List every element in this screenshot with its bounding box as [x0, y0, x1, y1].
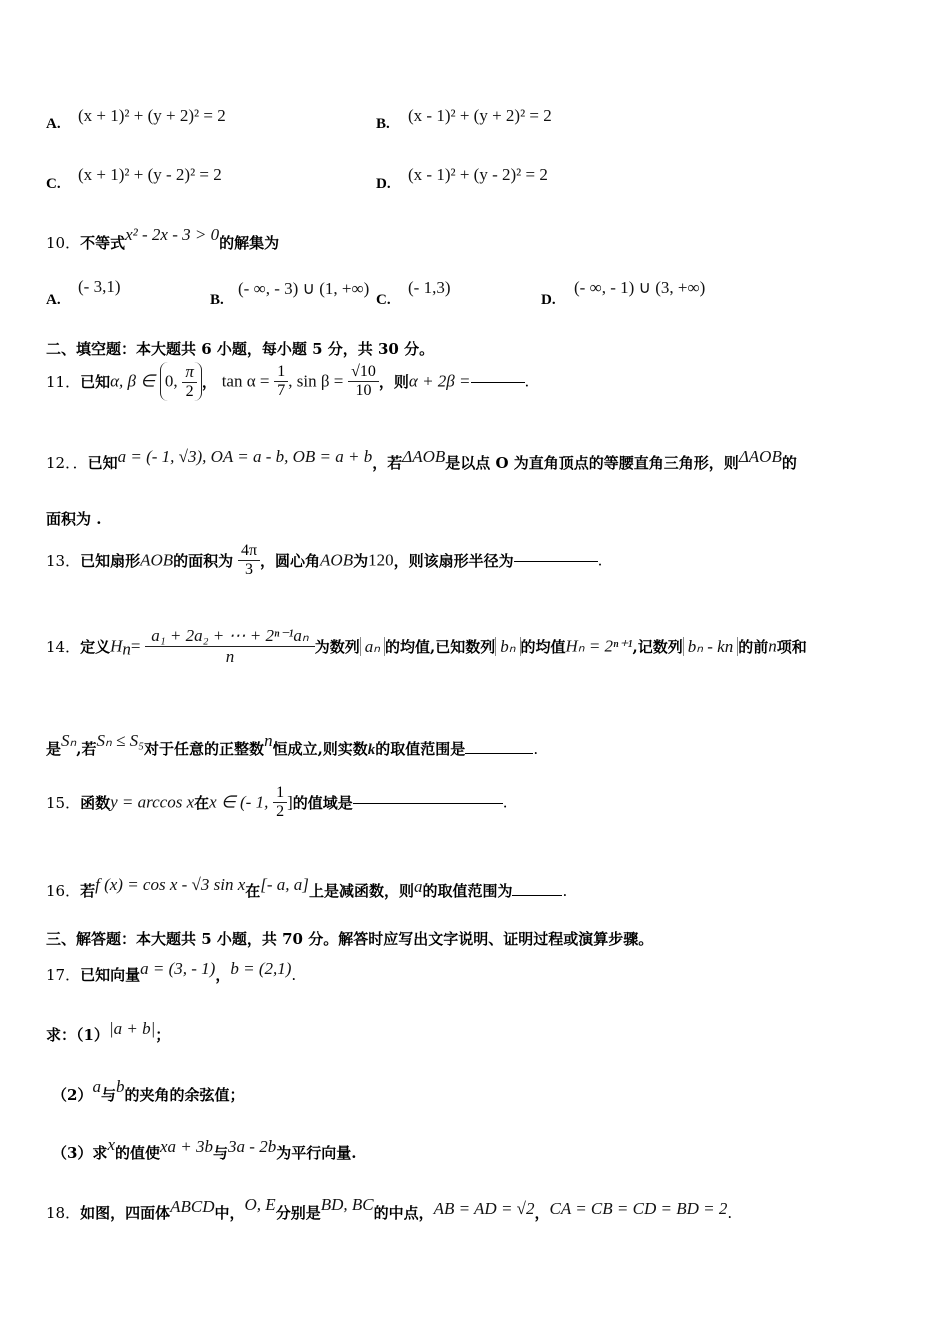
q14-h: H [110, 636, 123, 656]
q14-n: n [768, 636, 777, 656]
q15-answer-blank[interactable] [353, 802, 503, 804]
q12-line-2: 面积为 . [46, 510, 102, 528]
q17-p3-x: x [107, 1135, 115, 1154]
q11-one-seventh: $\frac{1}{7}$ [274, 363, 288, 400]
q16-end: . [562, 882, 568, 900]
q14-line-2 [46, 731, 539, 759]
q13-end: . [597, 551, 603, 570]
q14-t2: 的均值,已知数列 [385, 638, 496, 656]
q11-expression: α + 2β = [408, 371, 471, 391]
q9-option-b-expr: (x - 1)² + (y + 2)² = 2 [408, 106, 552, 125]
q11-number: 11． [46, 373, 81, 391]
q14-line2-c: 对于任意的正整数 [144, 740, 265, 758]
q10-option-b-label: B. [210, 292, 224, 308]
q17-p2-b: b [115, 1077, 125, 1096]
q11-answer-blank[interactable] [471, 381, 525, 383]
q12-mid2: 是以点 O 为直角顶点的等腰直角三角形，则 [445, 454, 739, 472]
q13-stem [46, 542, 602, 579]
q14-h-subscript: n [122, 639, 131, 659]
q17-vector-b: b = (2,1) [230, 959, 292, 978]
q9-option-c-label: C. [46, 176, 61, 192]
q10-tail: 的解集为 [219, 234, 280, 252]
q14-sn: Sₙ [61, 731, 77, 750]
q18-eq-2: CA = CB = CD = BD = 2 [549, 1199, 728, 1218]
q16-function: f (x) = cos x - √3 sin x [95, 875, 246, 894]
q17-p2-with: 与 [100, 1086, 116, 1104]
q17-p1-expr: |a + b| [108, 1019, 156, 1038]
q18-eq-1: AB = AD = √2 [433, 1199, 535, 1218]
q15-at: 在 [194, 794, 210, 812]
q11-end: . [524, 372, 530, 391]
q17-vector-a: a = (3, - 1) [140, 959, 216, 978]
q10-option-a-expr: (- 3,1) [78, 277, 121, 296]
q14-inequality: Sₙ ≤ S₅ [96, 731, 145, 750]
q17-p1-end: ； [155, 1026, 171, 1044]
q14-line2-a: 是 [46, 740, 62, 758]
q14-number: 14． [46, 638, 81, 656]
q11-lead: 已知 [80, 373, 111, 391]
q16-answer-blank[interactable] [512, 894, 562, 896]
q13-aob-2: AOB [320, 550, 354, 570]
q13-aob-1: AOB [140, 550, 174, 570]
q14-lead: 定义 [80, 638, 111, 656]
q18-resp: 分别是 [275, 1204, 321, 1222]
q12-triangle-2: ΔAOB [738, 447, 782, 466]
q11-interval-start: 0, [164, 371, 178, 391]
q11-stem [46, 362, 529, 401]
q10-option-d-expr: (- ∞, - 1) ∪ (3, +∞) [574, 278, 706, 297]
q17-lead: 已知向量 [80, 966, 141, 984]
q9-option-d-expr: (x - 1)² + (y - 2)² = 2 [408, 165, 548, 184]
q9-option-d-label: D. [376, 176, 391, 192]
q14-equals: = [130, 636, 141, 656]
q10-option-a-label: A. [46, 292, 61, 308]
q17-p2-a: a [92, 1077, 101, 1096]
q14-definition-fraction: $\frac{\text{a₁ + 2a₂ + ⋯ + 2ⁿ⁻¹aₙ}}{n}$ [145, 626, 314, 667]
q9-option-b-label: B. [376, 116, 390, 132]
q18-abcd: ABCD [170, 1197, 215, 1216]
q11-then: ，则 [378, 373, 409, 391]
q14-t3: 的均值 [520, 638, 566, 656]
q14-t5: 的前 [738, 638, 769, 656]
q16-a: a [413, 877, 423, 896]
q9-option-c-expr: (x + 1)² + (y - 2)² = 2 [78, 165, 222, 184]
q16-lead: 若 [80, 882, 96, 900]
q13-four-pi-over-three: $\frac{4\pi}{3}$ [238, 542, 260, 579]
q18-midpoint: 的中点， [373, 1204, 434, 1222]
q10-number: 10． [46, 234, 81, 252]
q17-p2-tail: 的夹角的余弦值； [124, 1086, 245, 1104]
q18-mid: 中， [214, 1204, 245, 1222]
q12-triangle-1: ΔAOB [402, 447, 446, 466]
q17-end: . [291, 966, 297, 984]
q11-comma: ， [201, 373, 217, 391]
q15-function: y = arccos x [110, 792, 195, 812]
q15-stem [46, 784, 508, 821]
q13-area: 的面积为 [173, 552, 234, 570]
q14-stem [46, 626, 807, 667]
q16-tail-2: 的取值范围为 [422, 882, 513, 900]
q16-stem [46, 875, 568, 901]
q16-number: 16． [46, 882, 81, 900]
q18-lead: 如图，四面体 [80, 1204, 171, 1222]
q11-tan: tan α = [221, 371, 270, 391]
q13-number: 13． [46, 552, 81, 570]
q14-line2-d: 恒成立,则实数 [272, 740, 368, 758]
q13-lead: 已知扇形 [80, 552, 141, 570]
q16-at: 在 [245, 882, 261, 900]
q14-end: . [533, 740, 539, 758]
q17-p3-expr-2: 3a - 2b [228, 1137, 277, 1156]
section-2-heading: 二、填空题：本大题共 6 小题，每小题 5 分，共 30 分。 [46, 340, 435, 358]
q14-seq-a: aₙ [360, 637, 385, 656]
q10-lead: 不等式 [80, 234, 126, 252]
q15-domain: x ∈ (- 1, [209, 792, 269, 812]
q17-p2-lead: （2） [52, 1086, 93, 1104]
q18-oe: O, E [244, 1195, 276, 1214]
q12-stem [46, 447, 797, 473]
q13-degree: 120 [368, 550, 394, 570]
q11-sqrt10-over-10: $\frac{√10}{10}$ [348, 363, 379, 400]
q17-p3-expr-1: xa + 3b [160, 1137, 214, 1156]
q14-line2-e: 的取值范围是 [375, 740, 466, 758]
q9-option-a-expr: (x + 1)² + (y + 2)² = 2 [78, 106, 226, 125]
q14-seq-c: bₙ - kn [683, 637, 738, 656]
q15-lead: 函数 [80, 794, 111, 812]
q14-k: k [367, 742, 376, 758]
q12-expression: a = (- 1, √3), OA = a - b, OB = a + b [117, 447, 373, 466]
q14-n2: n [264, 731, 273, 750]
q15-close-bracket: ] [287, 792, 293, 812]
q13-answer-blank[interactable] [514, 560, 598, 562]
q18-bdbc: BD, BC [320, 1195, 374, 1214]
q10-stem [46, 225, 280, 253]
q15-one-half: $\frac{1}{2}$ [273, 784, 287, 821]
q16-tail-1: 上是减函数，则 [308, 882, 414, 900]
q14-t1: 为数列 [314, 638, 360, 656]
q17-part-2 [52, 1077, 245, 1105]
q18-number: 18． [46, 1204, 81, 1222]
q18-end: . [727, 1204, 733, 1222]
q9-option-a-label: A. [46, 116, 61, 132]
q11-pi-over-two: $\frac{\pi}{2}$ [182, 362, 197, 401]
q13-angle-text: ，圆心角 [260, 552, 321, 570]
q18-comma: ， [534, 1204, 550, 1222]
section-3-heading: 三、解答题：本大题共 5 小题，共 70 分。解答时应写出文字说明、证明过程或演算步骤。 [46, 930, 654, 948]
q14-seq-b: bₙ [495, 637, 520, 656]
q14-hn: Hₙ = 2ⁿ⁺¹ [565, 636, 633, 656]
q10-option-c-expr: (- 1,3) [408, 278, 451, 297]
q17-part-3 [52, 1135, 357, 1163]
q17-part-1 [46, 1019, 171, 1045]
q17-p1-lead: 求：（1） [46, 1026, 109, 1044]
q17-p3-tail: 为平行向量. [276, 1144, 357, 1162]
q11-sin: , sin β = [288, 371, 344, 391]
q17-p3-with: 与 [213, 1144, 229, 1162]
q15-tail: 的值域是 [292, 794, 353, 812]
q16-interval: [- a, a] [260, 875, 309, 894]
q14-answer-blank[interactable] [465, 752, 533, 754]
q12-lead: 已知 [87, 454, 118, 472]
q10-option-d-label: D. [541, 292, 556, 308]
q10-option-c-label: C. [376, 292, 391, 308]
q10-option-b-expr: (- ∞, - 3) ∪ (1, +∞) [238, 279, 370, 298]
q17-stem [46, 959, 297, 985]
q14-line2-b: ,若 [76, 740, 97, 758]
q14-t4: ,记数列 [632, 638, 683, 656]
q15-end: . [502, 793, 508, 812]
q12-number: 12．． [46, 454, 88, 472]
q18-stem [46, 1195, 733, 1223]
q13-is: 为 [353, 552, 369, 570]
q17-p3-mid: 的值使 [114, 1144, 160, 1162]
q14-t6: 项和 [776, 638, 807, 656]
q10-inequality: x² - 2x - 3 > 0 [125, 225, 220, 244]
q13-tail: ，则该扇形半径为 [393, 552, 514, 570]
q17-p3-lead: （3）求 [52, 1144, 108, 1162]
q17-number: 17． [46, 966, 81, 984]
q12-mid3: 的 [781, 454, 797, 472]
q12-mid1: ，若 [372, 454, 403, 472]
q15-number: 15． [46, 794, 81, 812]
q11-set: α, β ∈ [110, 371, 156, 391]
q17-comma: ， [215, 966, 231, 984]
